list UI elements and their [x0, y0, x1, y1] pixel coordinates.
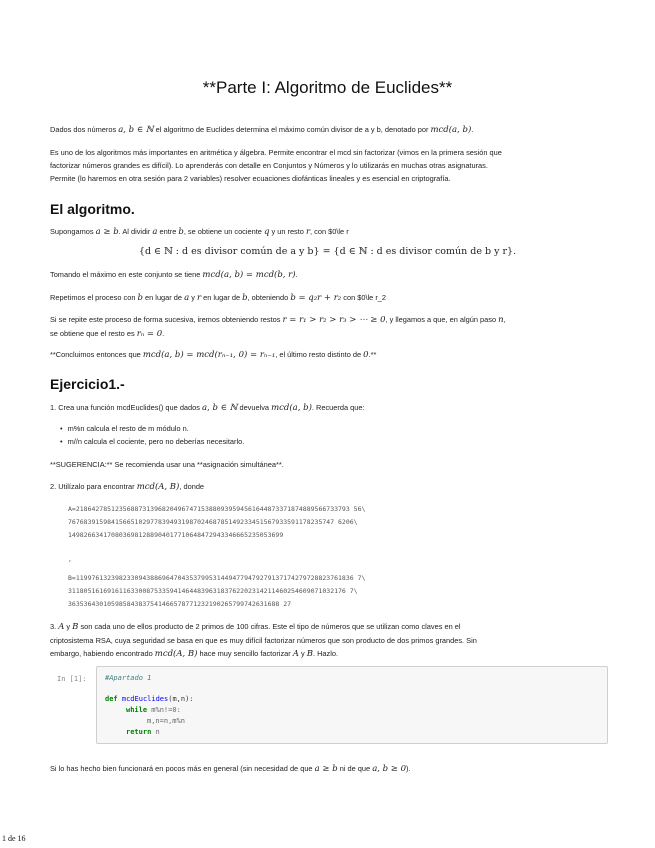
text: , el último resto distinto de	[275, 350, 364, 359]
final-paragraph	[50, 762, 605, 776]
number-B-line: B=11997613239823309438869647043537995314494779479279137174279728823761836 7\	[68, 574, 366, 582]
text: Repetimos el proceso con	[50, 293, 138, 302]
text: son cada uno de ellos producto de 2 primos de 100 cifras. Este el tipo de números que se utilizan como claves en el	[78, 622, 461, 631]
page-title: **Parte I: Algoritmo de Euclides**	[202, 78, 453, 97]
math: mcd(a, b)	[271, 403, 312, 413]
text-line	[50, 647, 605, 661]
text: Supongamos	[50, 227, 96, 236]
text: , obteniendo	[247, 293, 291, 302]
text: **Concluimos entonces que	[50, 350, 143, 359]
number-A-line: 1498266341708036981288904017710648472943346665235053699	[68, 531, 284, 539]
text: y	[298, 649, 307, 658]
math: B	[306, 649, 313, 659]
code-text: n	[151, 728, 160, 736]
math: B	[72, 622, 79, 632]
text: .	[295, 270, 298, 279]
number-B-line: 31180516169161163300875335941464483963183762202314211460254609071032176 7\	[68, 587, 358, 595]
math: b	[137, 293, 143, 303]
exercise-item-3	[50, 620, 605, 661]
suggestion-text: **SUGERENCIA:** Se recomienda usar una **asignación simultánea**.	[50, 460, 284, 469]
math: A	[292, 649, 299, 659]
math: 0	[363, 350, 369, 360]
number-B-line: 363536430105985843837541466578771232190265799742631688 27	[68, 600, 292, 608]
code-line	[147, 716, 185, 727]
algo-paragraph-1	[50, 225, 605, 239]
separator-comma: ,	[68, 555, 72, 563]
text: en lugar de	[142, 293, 185, 302]
text: Dados dos números	[50, 125, 119, 134]
code-comment: #Apartado 1	[105, 674, 152, 682]
math: a	[152, 227, 158, 237]
math: A	[58, 622, 65, 632]
algo-conclusion	[50, 348, 605, 362]
text: se obtiene que el resto es	[50, 329, 137, 338]
text-line	[50, 620, 605, 634]
section-heading-algorithm: El algoritmo.	[50, 201, 135, 217]
text: . Hazlo.	[312, 649, 339, 658]
code-line	[126, 727, 160, 738]
code-line	[126, 705, 181, 716]
text: y un resto	[269, 227, 306, 236]
code-text: m%n!=0:	[147, 706, 181, 714]
math: mcd(A, B)	[136, 482, 180, 492]
math: a	[184, 293, 190, 303]
math: a, b ≥ 0	[372, 764, 407, 774]
algo-paragraph-3	[50, 291, 605, 305]
code-keyword: return	[126, 728, 152, 736]
math: mcd(a, b) = mcd(rₙ₋₁, 0) = rₙ₋₁	[142, 350, 276, 360]
math: n	[498, 315, 504, 325]
code-function-name: mcdEuclides	[121, 695, 169, 703]
code-keyword: while	[126, 706, 148, 714]
text: 1. Crea una función mcdEuclides() que dados	[50, 403, 203, 412]
text: ,	[503, 315, 506, 324]
text: en lugar de	[201, 293, 243, 302]
text-line: Permite (lo haremos en otra sesión para 2 variables) resolver ecuaciones diofánticas lineales y es esencial en criptografía.	[50, 174, 451, 183]
text: 3.	[50, 622, 59, 631]
intro-paragraph-2	[50, 146, 605, 185]
algo-paragraph-4	[50, 313, 605, 341]
code-text: (m,n):	[168, 695, 194, 703]
intro-paragraph-1	[50, 123, 605, 137]
math: a, b ∈ ℕ	[202, 403, 238, 413]
text: ).	[406, 764, 411, 773]
math: mcd(a, b) = mcd(b, r)	[202, 270, 296, 280]
display-equation: {d ∈ ℕ : d es divisor común de a y b} = {d ∈ ℕ : d es divisor común de b y r}.	[138, 246, 517, 257]
text: . Recuerda que:	[311, 403, 365, 412]
text: , donde	[179, 482, 205, 491]
math-mcd: mcd(a, b)	[430, 125, 472, 135]
math: r	[305, 227, 311, 237]
text: ni de que	[337, 764, 373, 773]
code-cell[interactable]	[96, 666, 608, 744]
math: mcd(A, B)	[154, 649, 198, 659]
math: r = r₁ > r₂ > r₃ > ⋯ ≥ 0	[282, 315, 386, 325]
math: r	[196, 293, 202, 303]
exercise-item-2	[50, 480, 605, 494]
text: embargo, habiendo encontrado	[50, 649, 155, 658]
math-ab-in-n: a, b ∈ ℕ	[118, 125, 154, 135]
text-line: factorizar números grandes es difícil). Lo aprenderás con detalle en Conjuntos y Números y lo utilizarás en muchas otras asignaturas.	[50, 161, 488, 170]
text-line: criptosistema RSA, cuya seguridad se basa en que es muy difícil factorizar números que son producto de dos primos grandes. Sin	[50, 636, 477, 645]
text: entre	[157, 227, 179, 236]
math: b = q₂r + r₂	[290, 293, 342, 303]
text: . Al dividir	[118, 227, 153, 236]
text: el algoritmo de Euclides determina el máximo común divisor de a y b, denotado por	[153, 125, 431, 134]
math: q	[263, 227, 270, 237]
text: y	[64, 622, 73, 631]
code-line	[105, 673, 151, 684]
math: a ≥ b	[95, 227, 119, 237]
text: Si se repite este proceso de forma sucesiva, iremos obteniendo restos	[50, 315, 283, 324]
number-A-line: 76768391598415665102977839493198702468785149233451567933591178235747 6206\	[68, 518, 358, 526]
text-line	[50, 327, 605, 341]
text: 2. Utilízalo para encontrar	[50, 482, 137, 491]
text: Tomando el máximo en este conjunto se tiene	[50, 270, 203, 279]
text: devuelva	[237, 403, 272, 412]
text: Si lo has hecho bien funcionará en pocos más en general (sin necesidad de que	[50, 764, 315, 773]
number-A-line: A=2186427851235688731396820496747153880939594561644873371874889566733793 56\	[68, 505, 366, 513]
text: , se obtiene un cociente	[183, 227, 264, 236]
text-line	[50, 313, 605, 327]
text: .	[471, 125, 474, 134]
text: .	[162, 329, 165, 338]
cell-prompt: In [1]:	[57, 675, 87, 683]
code-keyword: def	[105, 695, 118, 703]
list-item: • m//n calcula el cociente, pero no deberías necesitarlo.	[60, 436, 244, 448]
code-text: m,n=n,m%n	[147, 717, 185, 725]
section-heading-exercise: Ejercicio1.-	[50, 376, 125, 392]
text-line: Es uno de los algoritmos más importantes en aritmética y álgebra. Permite encontrar el mcd sin factorizar (vimos en la primera sesión que	[50, 148, 502, 157]
exercise-item-1	[50, 401, 605, 415]
text: .**	[368, 350, 377, 359]
code-line	[105, 694, 194, 705]
text: con $0\le r_2	[341, 293, 387, 302]
list-item: • m%n calcula el resto de m módulo n.	[60, 423, 189, 435]
math: rₙ = 0	[136, 329, 163, 339]
math: a ≥ b	[314, 764, 338, 774]
math: b	[178, 227, 184, 237]
text: , con $0\le r	[310, 227, 349, 236]
text: hace muy sencillo factorizar	[197, 649, 293, 658]
math: b	[242, 293, 248, 303]
page-number: 1 de 16	[2, 834, 26, 843]
algo-paragraph-2	[50, 268, 605, 282]
text: y	[189, 293, 197, 302]
text: , y llegamos a que, en algún paso	[385, 315, 499, 324]
